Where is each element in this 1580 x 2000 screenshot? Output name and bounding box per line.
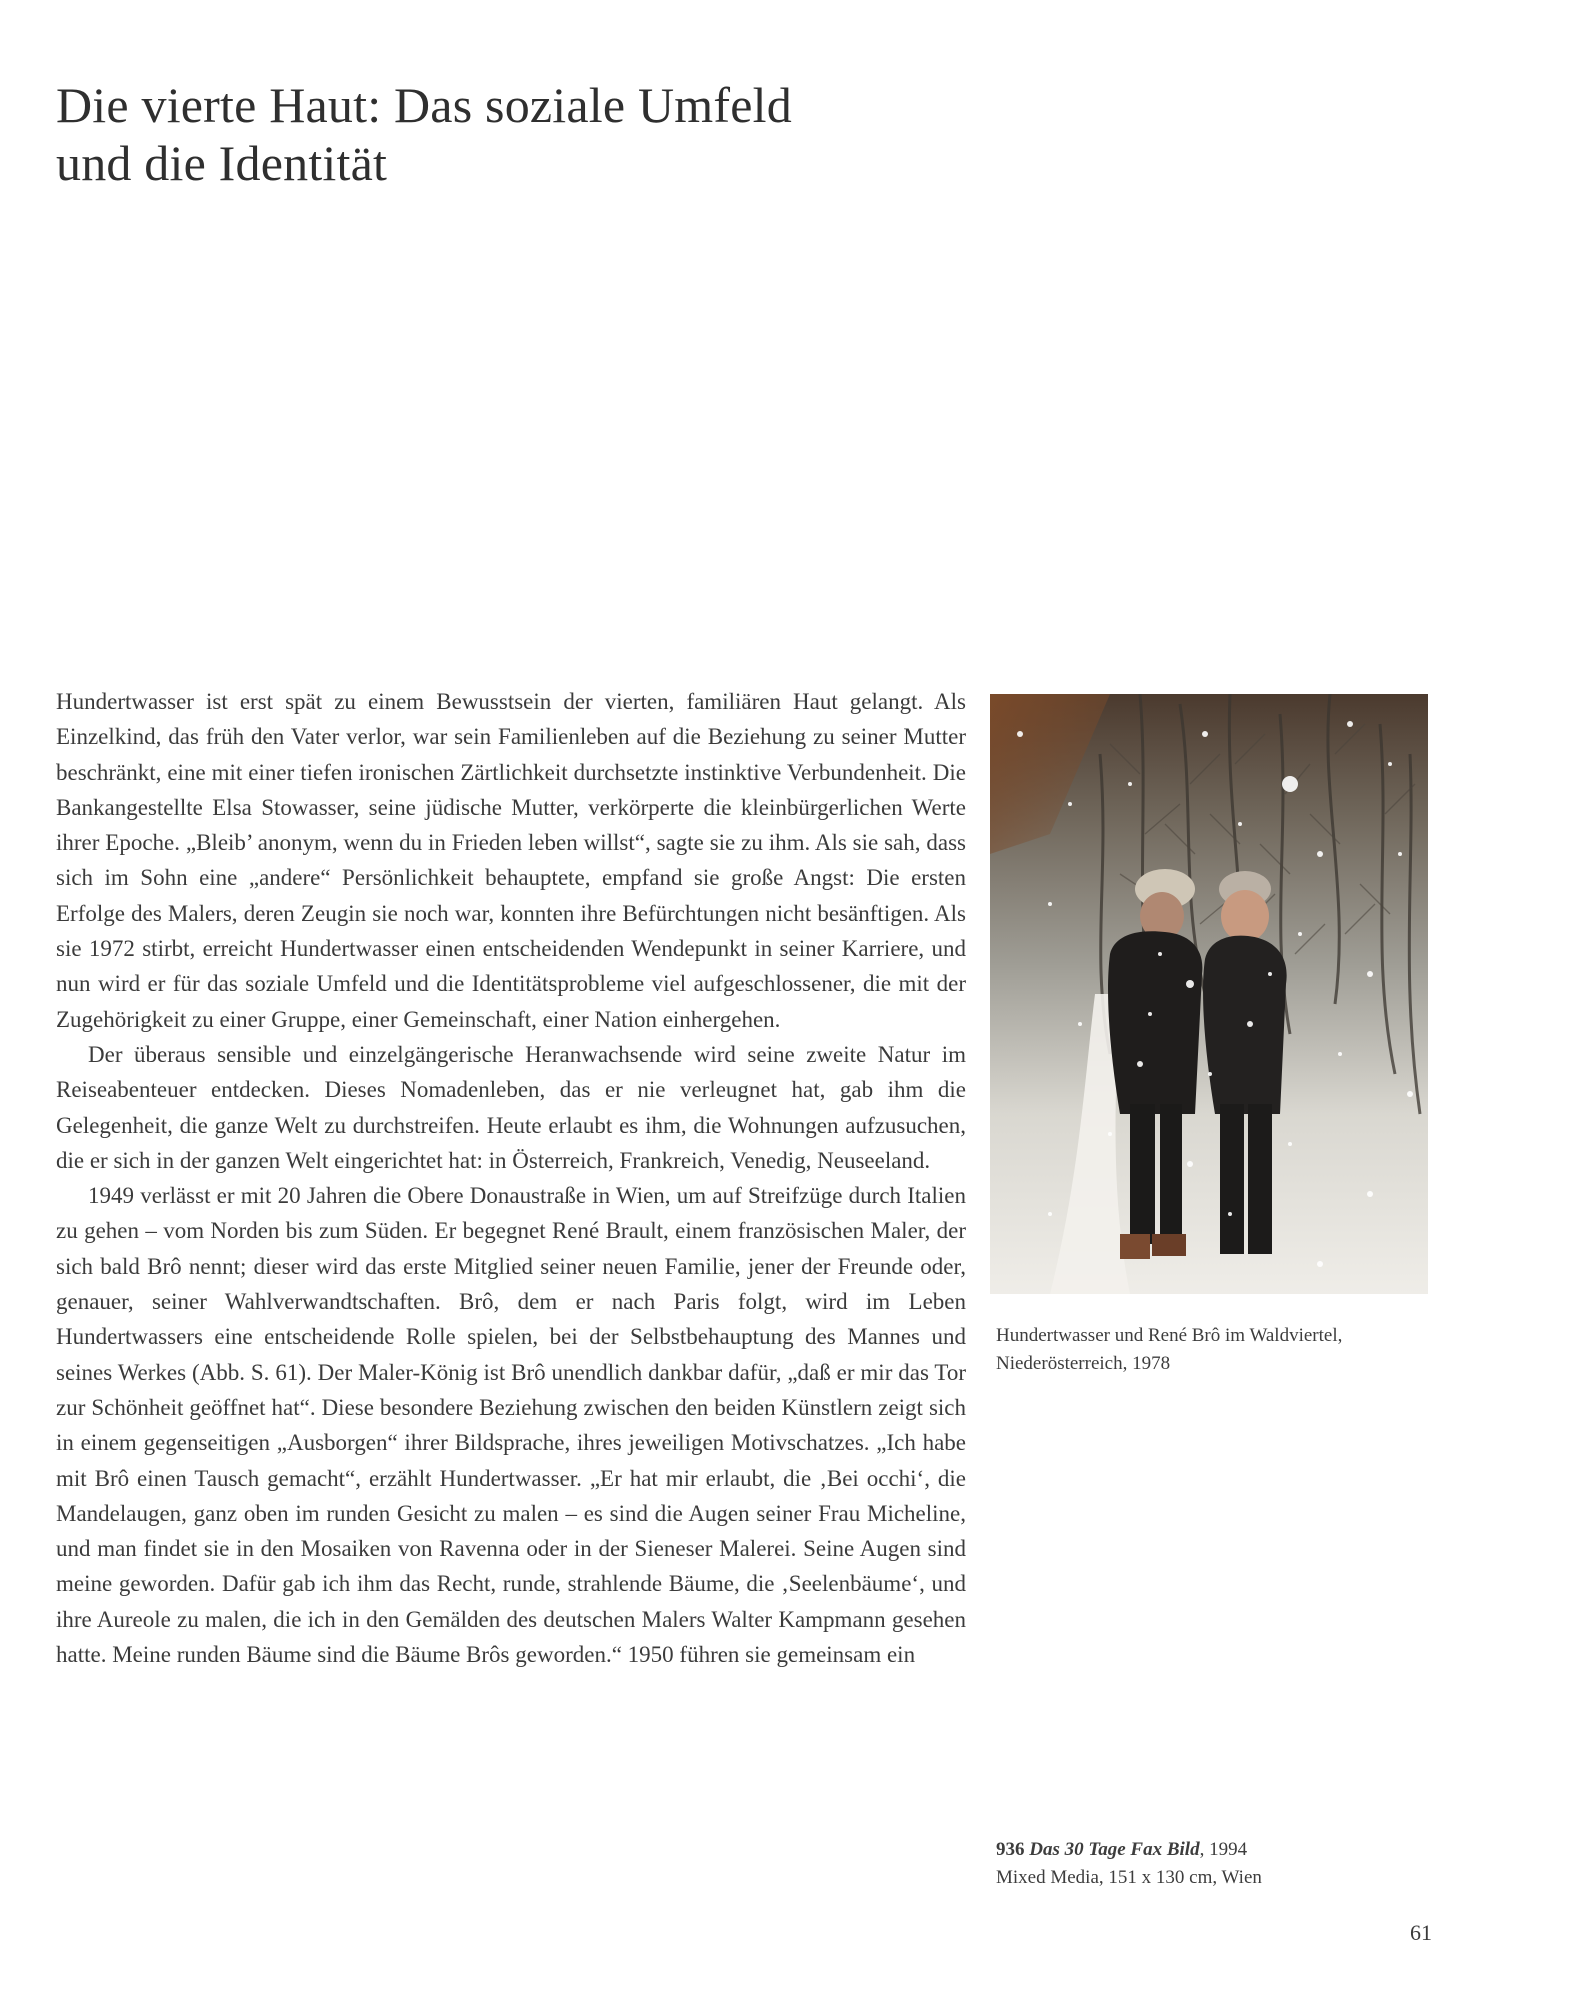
title-line-2: und die Identität bbox=[56, 135, 388, 191]
body-text bbox=[56, 684, 966, 1672]
artwork-details: Mixed Media, 151 x 130 cm, Wien bbox=[996, 1867, 1262, 1888]
photo-caption-line-1: Hundertwasser und René Brô im Waldviertel, bbox=[996, 1325, 1343, 1346]
artwork-year: , 1994 bbox=[1199, 1839, 1248, 1860]
snow-photo bbox=[990, 694, 1428, 1294]
artwork-caption bbox=[996, 1836, 1436, 1892]
photo-caption-line-2: Niederösterreich, 1978 bbox=[996, 1353, 1171, 1374]
title-line-1: Die vierte Haut: Das soziale Umfeld bbox=[56, 77, 792, 133]
paragraph-1: Hundertwasser ist erst spät zu einem Bewusstsein der vierten, familiären Haut gelangt. Als Einzelkind, das früh den Vater verlor, war sein Familienleben auf die Beziehung zu seiner Mutter beschränkt, eine mit einer tiefen ironischen Zärtlichkeit durchsetzte instinktive Verbundenheit. Die Bankangestellte Elsa Stowasser, seine jüdische Mutter, verkörperte die kleinbürgerlichen Werte ihrer Epoche. „Bleib’ anonym, wenn du in Frieden leben willst“, sagte sie zu ihm. Als sie sah, dass sich im Sohn eine „andere“ Persönlichkeit behauptete, empfand sie große Angst: Die ersten Erfolge des Malers, deren Zeugin sie noch war, konnten ihre Befürchtungen nicht besänftigen. Als sie 1972 stirbt, erreicht Hundertwasser einen entscheidenden Wendepunkt in seiner Karriere, und nun wird er für das soziale Umfeld und die Identitätsprobleme viel aufgeschlossener, die mit der Zugehörigkeit zu einer Gruppe, einer Gemeinschaft, einer Nation einhergehen. bbox=[56, 689, 966, 1032]
photo-illustration bbox=[990, 694, 1428, 1294]
page-number: 61 bbox=[1410, 1920, 1432, 1945]
paragraph-2: Der überaus sensible und einzelgängerische Heranwachsende wird seine zweite Natur im Reiseabenteuer entdecken. Dieses Nomadenleben, das er nie verleugnet hat, gab ihm die Gelegenheit, die ganze Welt zu durchstreifen. Heute erlaubt es ihm, die Wohnungen aufzusuchen, die er sich in der ganzen Welt eingerichtet hat: in Österreich, Frankreich, Venedig, Neuseeland. bbox=[56, 1041, 966, 1173]
artwork-title: Das 30 Tage Fax Bild bbox=[1029, 1839, 1200, 1860]
paragraph-3: 1949 verlässt er mit 20 Jahren die Obere Donaustraße in Wien, um auf Streifzüge durch Italien zu gehen – vom Norden bis zum Süden. Er begegnet René Brault, einem französischen Maler, der sich bald Brô nennt; dieser wird das erste Mitglied seiner neuen Familie, jener der Freunde oder, genauer, seiner Wahlverwandtschaften. Brô, dem er nach Paris folgt, wird im Leben Hundertwassers eine entscheidende Rolle spielen, bei der Selbstbehauptung des Mannes und seines Werkes (Abb. S. 61). Der Maler-König ist Brô unendlich dankbar dafür, „daß er mir das Tor zur Schönheit geöffnet hat“. Diese besondere Beziehung zwischen den beiden Künstlern zeigt sich in einem gegenseitigen „Ausborgen“ ihrer Bildsprache, ihres jeweiligen Motivschatzes. „Ich habe mit Brô einen Tausch gemacht“, erzählt Hundertwasser. „Er hat mir erlaubt, die ‚Bei occhi‘, die Mandelaugen, ganz oben im runden Gesicht zu malen – es sind die Augen seiner Frau Micheline, und man findet sie in den Mosaiken von Ravenna oder in der Sieneser Malerei. Seine Augen sind meine geworden. Dafür gab ich ihm das Recht, runde, strahlende Bäume, die ‚Seelenbäume‘, und ihre Aureole zu malen, die ich in den Gemälden des deutschen Malers Walter Kampmann gesehen hatte. Meine runden Bäume sind die Bäume Brôs geworden.“ 1950 führen sie gemeinsam ein bbox=[56, 1183, 966, 1668]
artwork-number: 936 bbox=[996, 1839, 1025, 1860]
photo-caption bbox=[996, 1322, 1436, 1378]
page-title bbox=[56, 76, 956, 192]
